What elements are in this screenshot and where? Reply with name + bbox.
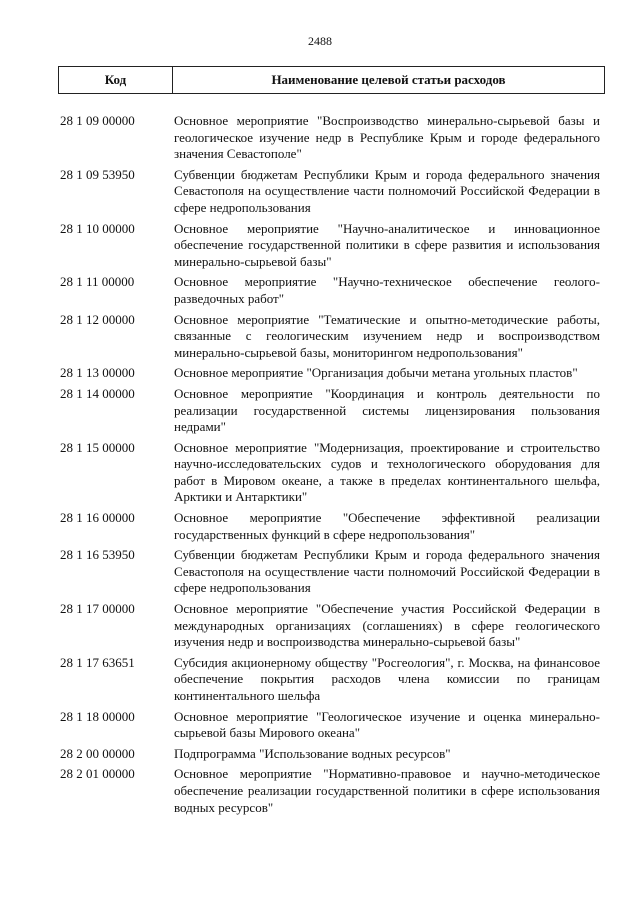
row-description: Субвенции бюджетам Республики Крым и города федерального значения Севастополя на осуществление части полномочий Российской Федерации в сфере недропользования [174,166,600,215]
row-description: Основное мероприятие "Организация добычи метана угольных пластов" [174,365,578,381]
row-code: 28 1 15 00000 [60,439,135,455]
row-description: Основное мероприятие "Нормативно-правовое и научно-методическое обеспечение реализации государственной политики в сфере использования водных ресурсов" [174,766,600,815]
table-header [58,66,605,94]
row-code: 28 1 14 00000 [60,385,135,401]
table-row [60,655,600,705]
page-number: 2488 [308,34,332,48]
row-description: Основное мероприятие "Геологическое изучение и оценка минерально-сырьевой базы Мирового океана" [174,708,600,741]
table-row [60,221,600,271]
table-row [60,766,600,816]
header-name: Наименование целевой статьи расходов [271,72,506,87]
table-row [60,274,600,307]
row-code: 28 1 10 00000 [60,220,135,236]
row-description: Основное мероприятие "Научно-аналитическое и инновационное обеспечение государственной политики в сфере развития и использования минерально-сырьевой базы" [174,220,600,269]
row-code: 28 1 09 00000 [60,113,135,128]
table-row [60,113,600,163]
row-code: 28 1 17 00000 [60,601,135,617]
table-row [60,167,600,217]
row-description: Субвенции бюджетам Республики Крым и города федерального значения Севастополя на осуществление части полномочий Российской Федерации в сфере недропользования [174,547,600,596]
row-code: 28 2 00 00000 [60,745,135,761]
row-description: Субсидия акционерному обществу "Росгеология", г. Москва, на финансовое обеспечение покрытия расходов члена комиссии по границам континентального шельфа [174,654,600,703]
row-code: 28 1 16 00000 [60,510,135,526]
row-description: Основное мероприятие "Научно-техническое обеспечение геолого-разведочных работ" [174,274,600,306]
row-description: Основное мероприятие "Тематические и опытно-методические работы, связанные с геологическим изучением недр и воспроизводством минерально-сырьевой базы, мониторингом недропользования" [174,311,600,360]
row-description: Основное мероприятие "Обеспечение эффективной реализации государственных функций в сфере недропользования" [174,510,600,542]
table-row [60,365,600,382]
table-row [60,312,600,362]
table-row [60,510,600,543]
table-row [60,386,600,436]
row-code: 28 2 01 00000 [60,766,135,782]
row-code: 28 1 16 53950 [60,547,135,563]
row-code: 28 1 12 00000 [60,311,135,327]
row-description: Основное мероприятие "Координация и контроль деятельности по реализации государственной системы лицензирования пользования недрами" [174,385,600,435]
header-code: Код [59,67,173,93]
table-row [60,547,600,597]
table-row [60,440,600,506]
row-code: 28 1 11 00000 [60,274,135,290]
row-description: Основное мероприятие "Обеспечение участия Российской Федерации в международных организациях (соглашениях) в сфере геологического изучения недр и воспроизводства минерально-сырьевой базы" [174,601,600,650]
table-body [60,113,600,820]
table-row [60,601,600,651]
row-code: 28 1 17 63651 [60,654,135,670]
row-description: Подпрограмма "Использование водных ресурсов" [174,745,451,761]
row-code: 28 1 18 00000 [60,708,135,724]
row-description: Основное мероприятие "Модернизация, проектирование и строительство научно-исследовательских судов и технологического оборудования для работ в Мировом океане, а также в пределах континентального шельфа, Арктики и Антарктики" [174,439,600,505]
row-description: Основное мероприятие "Воспроизводство минерально-сырьевой базы и геологическое изучение недр в Республике Крым и городе федерального значения Севастополе" [174,113,600,162]
table-row [60,746,600,763]
table-row [60,709,600,742]
row-code: 28 1 09 53950 [60,166,135,182]
row-code: 28 1 13 00000 [60,365,135,381]
